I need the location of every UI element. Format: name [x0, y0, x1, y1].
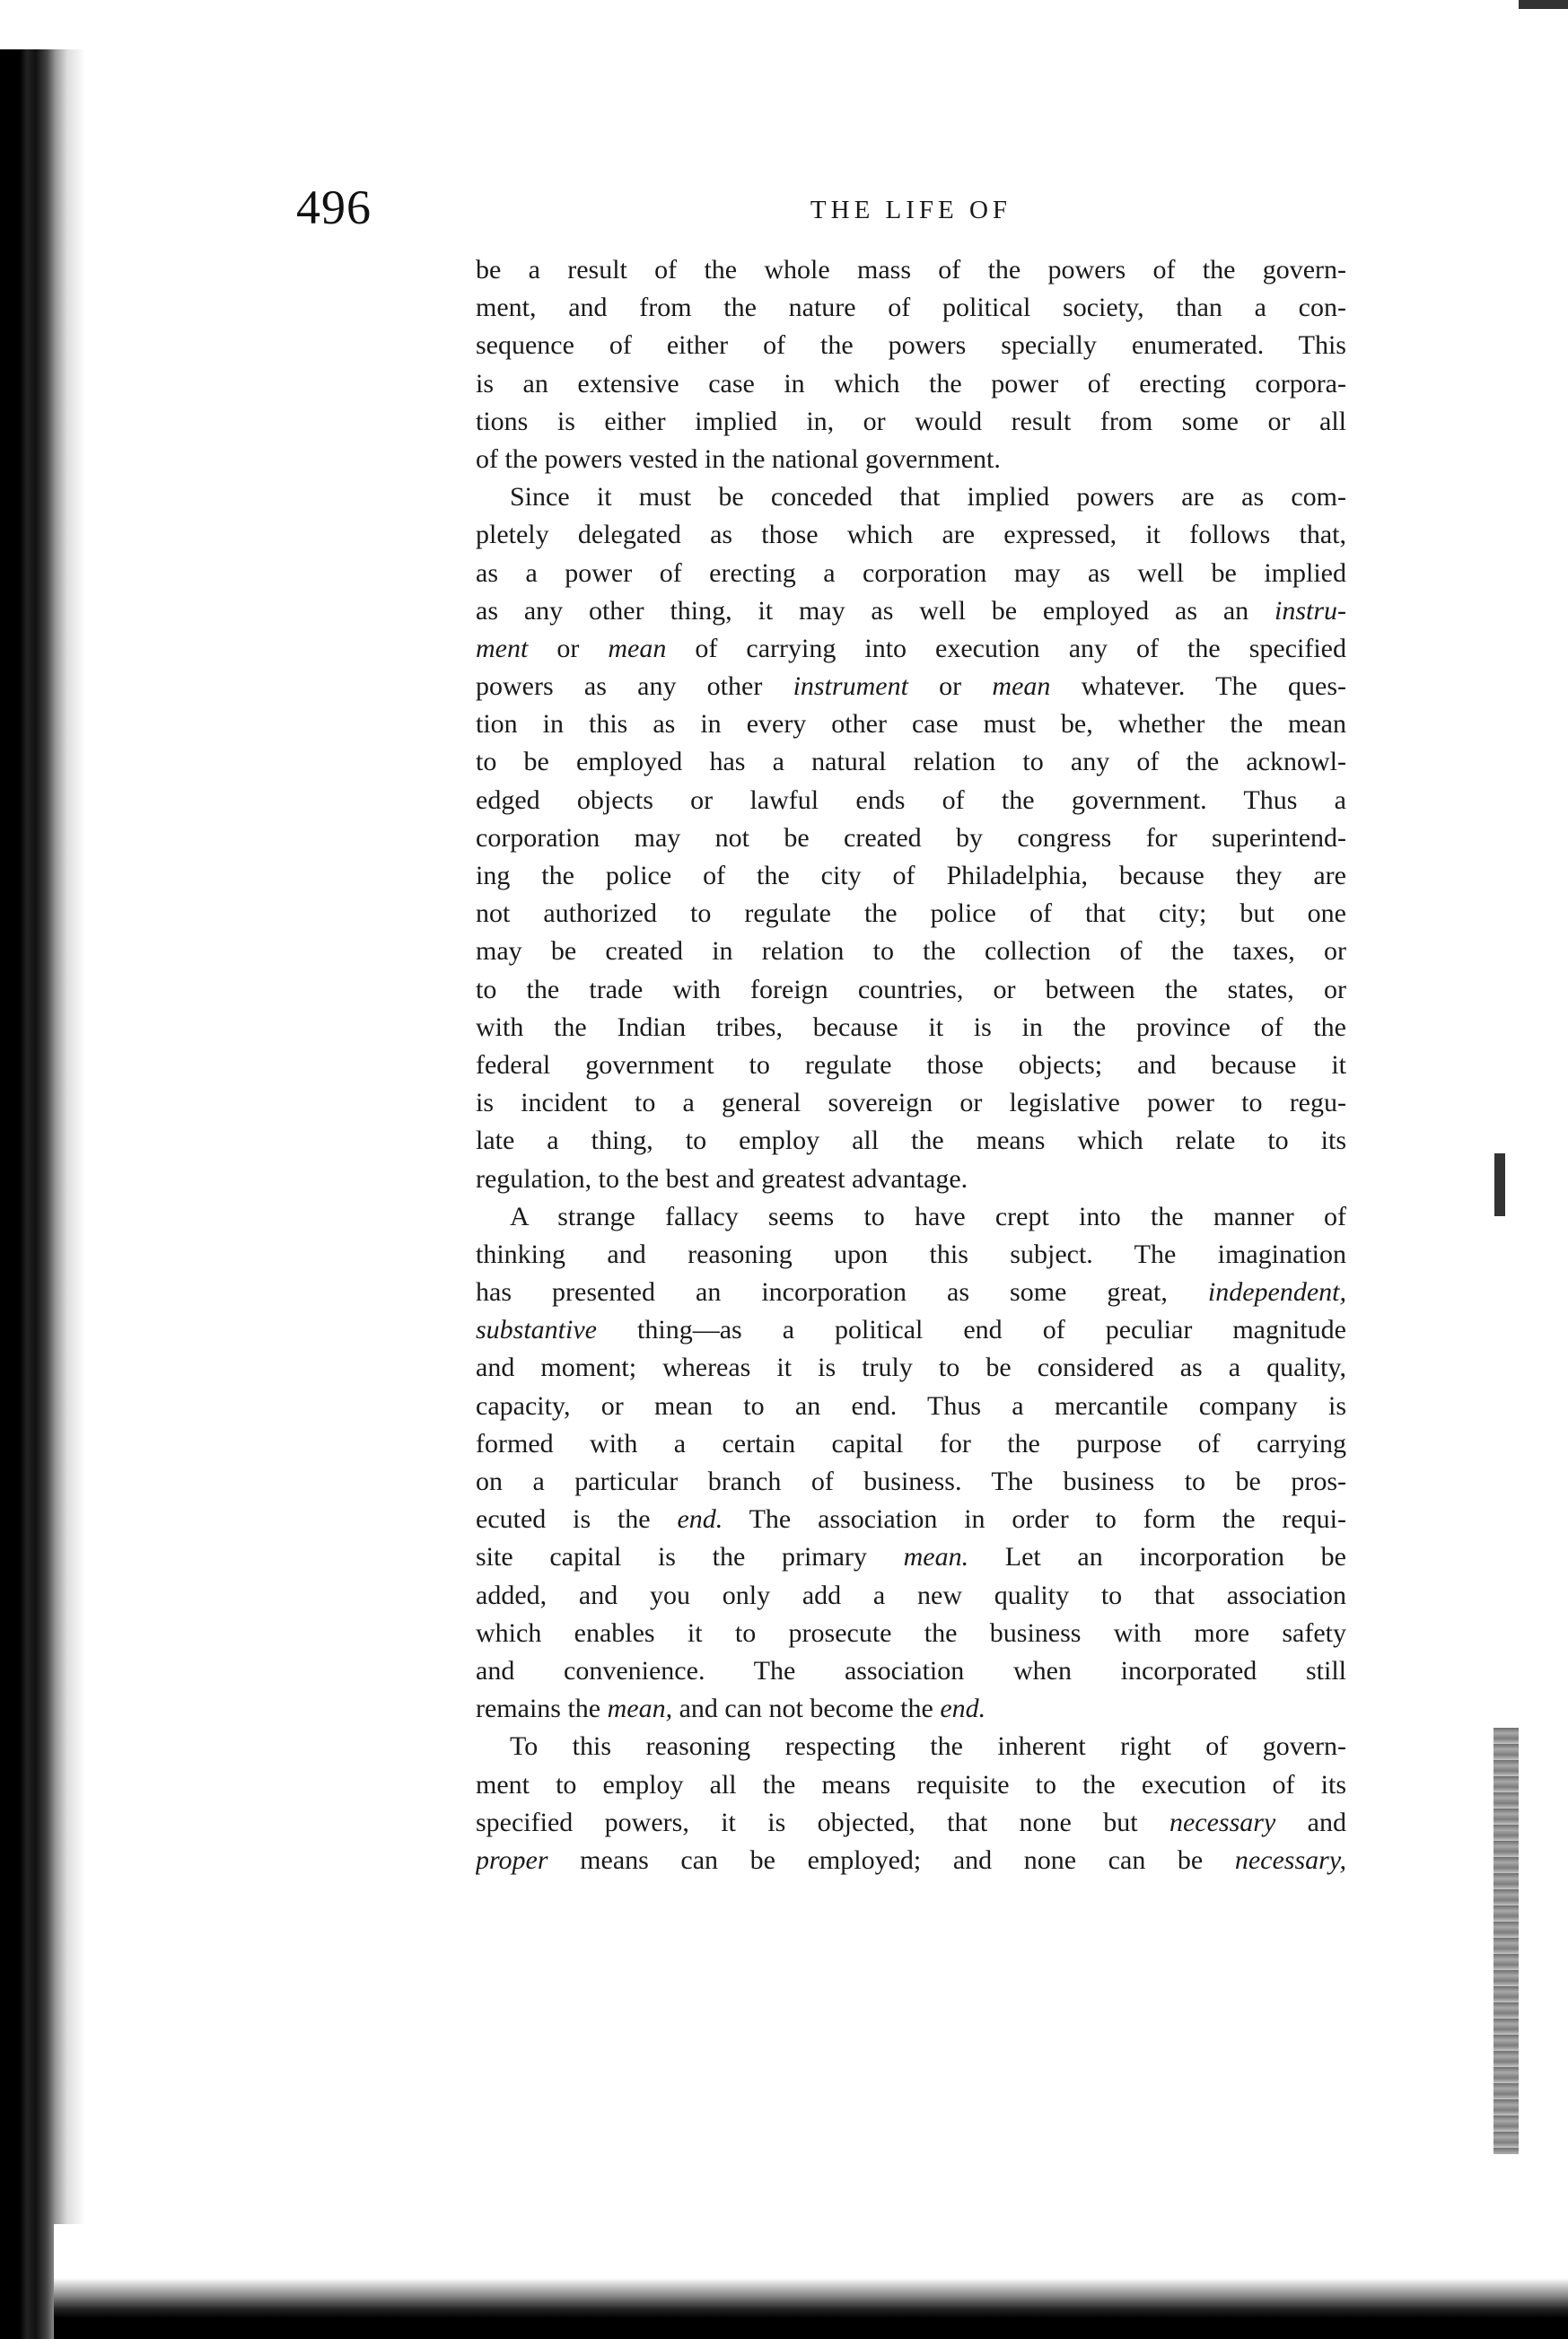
text-line: sequence of either of the powers specially enumerated. This	[476, 330, 1346, 361]
text-line: federal government to regulate those objects; and because it	[476, 1049, 1346, 1080]
text-line: as a power of erecting a corporation may as well be implied	[476, 557, 1346, 588]
text-line: substantive thing—as a political end of peculiar magnitude	[476, 1315, 1346, 1345]
italic-text: substantive	[476, 1315, 597, 1345]
text-line: late a thing, to employ all the means which relate to its	[476, 1126, 1346, 1156]
italic-text: mean,	[607, 1694, 673, 1724]
text-line: ecuted is the end. The association in order to form the requi-	[476, 1504, 1346, 1535]
text-line: edged objects or lawful ends of the government. Thus a	[476, 784, 1346, 815]
italic-text: proper	[476, 1844, 548, 1875]
running-head: THE LIFE OF	[810, 196, 1012, 224]
text-line: added, and you only add a new quality to that association	[476, 1580, 1346, 1610]
text-line: as any other thing, it may as well be employed as an instru-	[476, 595, 1346, 626]
text-line: site capital is the primary mean. Let an incorporation be	[476, 1542, 1346, 1572]
text-line: to the trade with foreign countries, or between the states, or	[476, 974, 1346, 1004]
italic-text: mean.	[903, 1542, 969, 1572]
text-line: remains the mean, and can not become the end.	[476, 1694, 986, 1724]
text-line: which enables it to prosecute the business with more safety	[476, 1617, 1346, 1648]
binding-edge-shadow	[0, 49, 85, 2339]
text-line: to be employed has a natural relation to any of the acknowl-	[476, 747, 1346, 777]
text-line: thinking and reasoning upon this subject. The imagination	[476, 1239, 1346, 1269]
text-line: pletely delegated as those which are expressed, it follows that,	[476, 520, 1346, 550]
text-line: and convenience. The association when incorporated still	[476, 1655, 1346, 1686]
page-number: 496	[296, 180, 372, 234]
italic-text: ment	[476, 633, 529, 663]
text-line: tions is either implied in, or would result from some or all	[476, 406, 1346, 436]
italic-text: end.	[940, 1694, 986, 1724]
text-line: not authorized to regulate the police of that city; but one	[476, 898, 1346, 929]
text-line: is incident to a general sovereign or legislative power to regu-	[476, 1088, 1346, 1118]
text-line: proper means can be employed; and none can be necessary,	[476, 1844, 1346, 1875]
text-line: ment to employ all the means requisite to the execution of its	[476, 1769, 1346, 1800]
text-line: tion in this as in every other case must be, whether the mean	[476, 709, 1346, 740]
italic-text: necessary,	[1234, 1844, 1346, 1875]
text-line: powers as any other instrument or mean whatever. The ques-	[476, 671, 1346, 702]
text-line: with the Indian tribes, because it is in the province of the	[476, 1012, 1346, 1042]
text-line: ment or mean of carrying into execution any of the specified	[476, 633, 1346, 663]
text-line: and moment; whereas it is truly to be considered as a quality,	[476, 1353, 1346, 1383]
italic-text: instru-	[1274, 595, 1346, 626]
text-line: formed with a certain capital for the purpose of carrying	[476, 1428, 1346, 1459]
text-line: is an extensive case in which the power of erecting corpora-	[476, 368, 1346, 399]
text-line: may be created in relation to the collection of the taxes, or	[476, 936, 1346, 967]
italic-text: mean	[992, 671, 1051, 702]
text-line: capacity, or mean to an end. Thus a mercantile company is	[476, 1390, 1346, 1421]
text-line: corporation may not be created by congress for superintend-	[476, 822, 1346, 853]
text-line: has presented an incorporation as some great, independent,	[476, 1277, 1346, 1308]
text-line: A strange fallacy seems to have crept into the manner of	[510, 1201, 1346, 1231]
text-line: of the powers vested in the national government.	[476, 443, 1001, 474]
margin-streak	[1494, 1728, 1519, 2154]
margin-mark	[1494, 1153, 1505, 1216]
italic-text: mean	[608, 633, 667, 663]
text-line: Since it must be conceded that implied powers are as com-	[510, 482, 1346, 512]
text-line: regulation, to the best and greatest advantage.	[476, 1163, 968, 1194]
text-line: To this reasoning respecting the inherent right of govern-	[510, 1731, 1346, 1762]
bottom-edge-shadow	[54, 2224, 1568, 2339]
italic-text: independent,	[1207, 1277, 1346, 1308]
italic-text: necessary	[1169, 1807, 1276, 1837]
body-text	[476, 251, 1346, 1879]
text-line: specified powers, it is objected, that none but necessary and	[476, 1807, 1346, 1837]
text-line: on a particular branch of business. The business to be pros-	[476, 1467, 1346, 1496]
corner-mark	[1519, 0, 1568, 9]
italic-text: instrument	[793, 671, 908, 702]
italic-text: end.	[677, 1504, 723, 1535]
text-line: ing the police of the city of Philadelphia, because they are	[476, 861, 1346, 890]
text-line: ment, and from the nature of political society, than a con-	[476, 293, 1346, 323]
text-line: be a result of the whole mass of the powers of the govern-	[476, 255, 1346, 285]
